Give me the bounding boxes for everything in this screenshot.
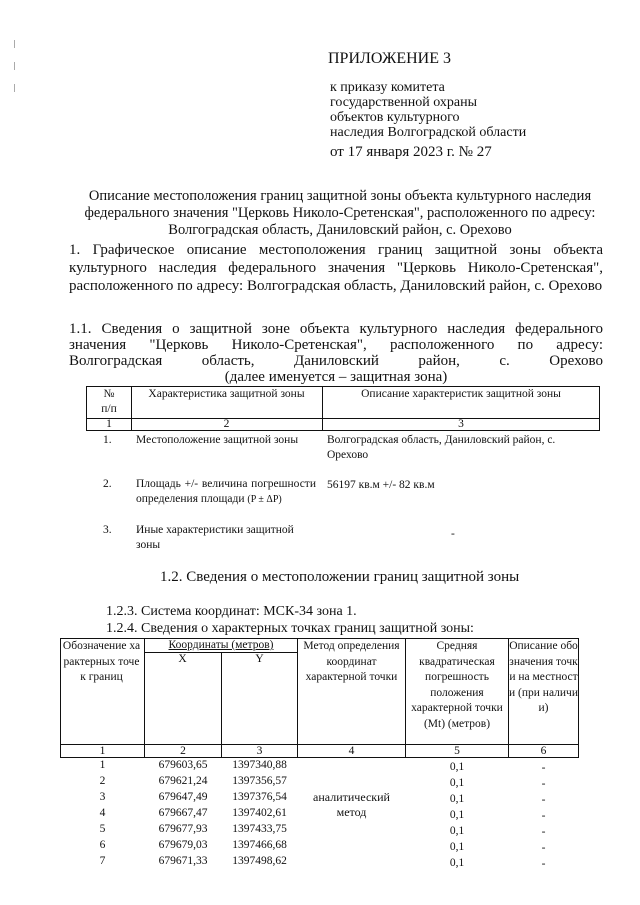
row-characteristic (136, 477, 316, 507)
error-value: 0,1 (449, 841, 465, 853)
y-coordinate: 1397402,61 (232, 807, 287, 819)
points-title: 1.2.4. Сведения о характерных точках границ защитной зоны: (106, 621, 474, 636)
x-coordinate: 679671,33 (158, 855, 208, 867)
y-coordinate: 1397433,75 (232, 823, 287, 835)
header-coords: Координаты (метров) (168, 639, 274, 651)
desc-value: - (541, 794, 546, 806)
row-characteristic: Местоположение защитной зоны (136, 434, 299, 446)
x-coordinate: 679679,03 (158, 839, 208, 851)
appendix-heading: ПРИЛОЖЕНИЕ 3 (328, 50, 452, 67)
y-coordinate: 1397376,54 (232, 791, 287, 803)
col-number: 6 (540, 745, 547, 757)
scan-mark (14, 40, 15, 48)
row-value: Волгоградская область, Даниловский район, с. Орехово (327, 434, 556, 461)
point-number: 2 (99, 775, 106, 787)
row-value: - (451, 528, 455, 540)
section-1-2-title: 1.2. Сведения о местоположении границ защитной зоны (160, 569, 520, 585)
section-line: 1.1. Сведения о защитной зоне объекта культурного наследия федерального (69, 321, 603, 337)
row-num: 3. (103, 524, 112, 536)
col-number: 2 (180, 745, 186, 757)
error-value: 0,1 (449, 793, 465, 805)
header-y: Y (255, 653, 264, 665)
error-value: 0,1 (449, 809, 465, 821)
section-line: значения "Церковь Николо-Сретенская", расположенного по адресу: (69, 337, 603, 353)
error-value: 0,1 (449, 825, 465, 837)
x-coordinate: 679621,24 (158, 775, 208, 787)
desc-value: - (541, 762, 546, 774)
point-number: 3 (99, 791, 106, 803)
characteristic-text: Площадь +/- величина погрешности определения площади (136, 478, 316, 505)
formula: (P ± ΔP) (247, 494, 282, 505)
point-number: 7 (99, 855, 106, 867)
col-number: 4 (348, 745, 355, 757)
x-coordinate: 679647,49 (158, 791, 208, 803)
header-x: X (178, 653, 187, 665)
row-num: 1. (103, 434, 112, 446)
desc-value: - (541, 810, 546, 822)
scan-mark (14, 84, 15, 92)
col-number: 1 (106, 418, 112, 430)
document-title (60, 188, 620, 239)
header-description: Описание характеристик защитной зоны (361, 388, 561, 400)
coordinate-system: 1.2.3. Система координат: МСК-34 зона 1. (106, 604, 357, 619)
section-line: расположенного по адресу: Волгоградская область, Даниловский район, с. Орехово (69, 278, 603, 294)
section-line: 1. Графическое описание местоположения границ защитной зоны объекта (69, 242, 603, 258)
col-number: 3 (256, 745, 263, 757)
order-line: государственной охраны (330, 95, 478, 110)
desc-value: - (541, 826, 546, 838)
y-coordinate: 1397466,68 (232, 839, 287, 851)
col-number: 1 (99, 745, 106, 757)
desc-value: - (541, 778, 546, 790)
section-line: (далее именуется – защитная зона) (224, 369, 448, 385)
title-line: федерального значения "Церковь Николо-Сретенская", расположенного по адресу: (84, 205, 596, 221)
header-desc: Описание обозначения точки на местности (при наличии) (509, 640, 578, 714)
row-num: 2. (103, 478, 112, 490)
y-coordinate: 1397356,57 (232, 775, 287, 787)
x-coordinate: 679667,47 (158, 807, 208, 819)
col-number: 3 (458, 418, 464, 430)
x-coordinate: 679603,65 (158, 759, 208, 771)
desc-value: - (541, 858, 546, 870)
section-line: Волгоградская область, Даниловский район, с. Орехово (69, 353, 603, 369)
error-value: 0,1 (449, 777, 465, 789)
error-value: 0,1 (449, 857, 465, 869)
title-line: Волгоградская область, Даниловский район, с. Орехово (168, 222, 512, 238)
order-date: от 17 января 2023 г. № 27 (330, 144, 492, 160)
method-value: аналитический метод (313, 790, 390, 819)
header-error: Средняя квадратическая погрешность положения характерной точки (Mt) (метров) (411, 640, 503, 730)
col-number: 5 (454, 745, 460, 757)
point-number: 4 (99, 807, 106, 819)
order-line: объектов культурного (330, 110, 460, 125)
order-line: наследия Волгоградской области (330, 125, 527, 140)
section-1-1-zone-info (69, 321, 603, 385)
x-coordinate: 679677,93 (158, 823, 208, 835)
scan-mark (14, 62, 15, 70)
section-1-graphic-description (69, 241, 603, 295)
order-line: к приказу комитета (330, 80, 445, 95)
row-value: 56197 кв.м +/- 82 кв.м (327, 479, 435, 491)
header-characteristic: Характеристика защитной зоны (148, 388, 305, 400)
y-coordinate: 1397498,62 (232, 855, 287, 867)
title-line: Описание местоположения границ защитной зоны объекта культурного наследия (88, 188, 592, 204)
error-value: 0,1 (449, 761, 465, 773)
point-number: 6 (99, 839, 106, 851)
y-coordinate: 1397340,88 (232, 759, 287, 771)
col-number: 2 (223, 418, 230, 430)
header-method: Метод определения координат характерной точки (303, 640, 400, 683)
order-reference (330, 80, 526, 140)
header-num: № п/п (101, 388, 117, 415)
point-number: 5 (99, 823, 106, 835)
section-line: культурного наследия федерального значения "Церковь Николо-Сретенская", (69, 260, 603, 276)
row-characteristic: Иные характеристики защитной зоны (136, 524, 294, 551)
desc-value: - (541, 842, 546, 854)
header-point: Обозначение характерных точек границ (62, 640, 141, 683)
point-number: 1 (99, 759, 106, 771)
